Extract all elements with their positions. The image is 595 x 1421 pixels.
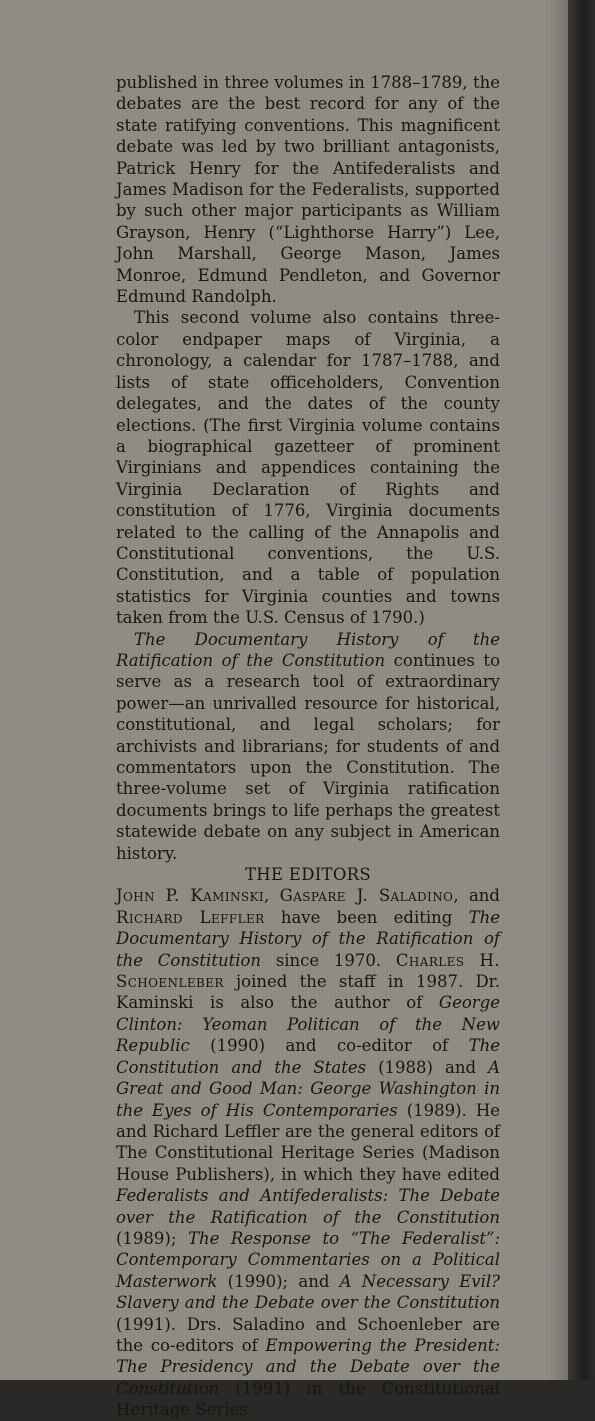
body-text — [116, 72, 500, 1421]
section-heading: THE EDITORS — [244, 865, 372, 885]
book-title: Empowering the President: The Presidency and the Debate over the Constitution — [116, 1335, 500, 1398]
editor-name: Richard Leffler — [116, 907, 265, 927]
paragraph-documentary-history — [116, 629, 500, 864]
paragraph-debates: published in three volumes in 1788–1789, the debates are the best record for any of the state ratifying conventions. This magnificent debate was led by two brilliant antagonists, Patrick Henry for the Antifederalists and James Madison for the Federalists, supported by such other major participants as William Grayson, Henry (“Lighthorse Harry”) Lee, John Marshall, George Mason, James Monroe, Edmund Pendleton, and Governor Edmund Randolph. — [116, 73, 500, 307]
text-run: , and — [453, 886, 500, 906]
paragraph-editors — [116, 885, 500, 1420]
book-title: A Great and Good Man: George Washington in the Eyes of His Contemporaries — [116, 1057, 500, 1120]
text-run: (1988) and — [366, 1057, 489, 1077]
book-title: A Necessary Evil? Slavery and the Debate over the Constitution — [116, 1271, 500, 1313]
text-run: (1991) in the Constitutional Heritage Series. — [116, 1378, 500, 1420]
book-title: George Clinton: Yeoman Politican of the New Republic — [116, 993, 500, 1056]
page-gutter-shadow — [548, 0, 568, 1380]
editor-name: Charles H. Schoenleber — [116, 950, 500, 992]
text-run: joined the staff in 1987. Dr. Kaminski is also the author of — [116, 972, 500, 1013]
text-run: , — [264, 886, 280, 906]
text-run: (1990); and — [217, 1271, 340, 1291]
text-run: since 1970. — [261, 950, 396, 970]
book-edge — [568, 0, 595, 1380]
editor-name: Gaspare J. Saladino — [279, 886, 454, 906]
book-title: The Response to “The Federalist”: Contemporary Commentaries on a Political Masterwork — [116, 1228, 501, 1291]
book-title: The Documentary History of the Ratification of the Constitution — [116, 907, 501, 970]
text-run: (1989); — [116, 1228, 188, 1248]
text-run: (1990) and co-editor of — [189, 1036, 469, 1056]
paragraph-documentary-history-text: continues to serve as a research tool of extraordinary power—an unrivalled resource for historical, constitutional, and legal scholars; for archivists and librarians; for students of and commentators upon the Constitution. The three-volume set of Virginia ratification documents brings to life perhaps the greatest statewide debate on any subject in American history. — [116, 650, 500, 863]
text-run: have been editing — [264, 907, 469, 927]
paragraph-second-volume: This second volume also contains three-color endpaper maps of Virginia, a chronology, a calendar for 1787–1788, and lists of state officeholders, Convention delegates, and the dates of the county elections. (The first Virginia volume contains a biographical gazetteer of prominent Virginians and appendices containing the Virginia Declaration of Rights and constitution of 1776, Virginia documents related to the calling of the Annapolis and Constitutional conventions, the U.S. Constitution, and a table of population statistics for Virginia counties and towns taken from the U.S. Census of 1790.) — [116, 308, 500, 628]
editor-name: John P. Kaminski — [116, 886, 264, 906]
series-title: The Documentary History of the Ratification of the Constitution — [116, 629, 500, 670]
book-title: Federalists and Antifederalists: The Debate over the Ratification of the Constitution — [116, 1186, 500, 1227]
text-run: (1989). He and Richard Leffler are the general editors of The Constitutional Heritage Series (Madison House Publishers), in which they have edited — [116, 1100, 500, 1184]
text-run: (1991). Drs. Saladino and Schoenleber are the co-editors of — [116, 1314, 500, 1355]
book-title: The Constitution and the States — [116, 1036, 500, 1077]
